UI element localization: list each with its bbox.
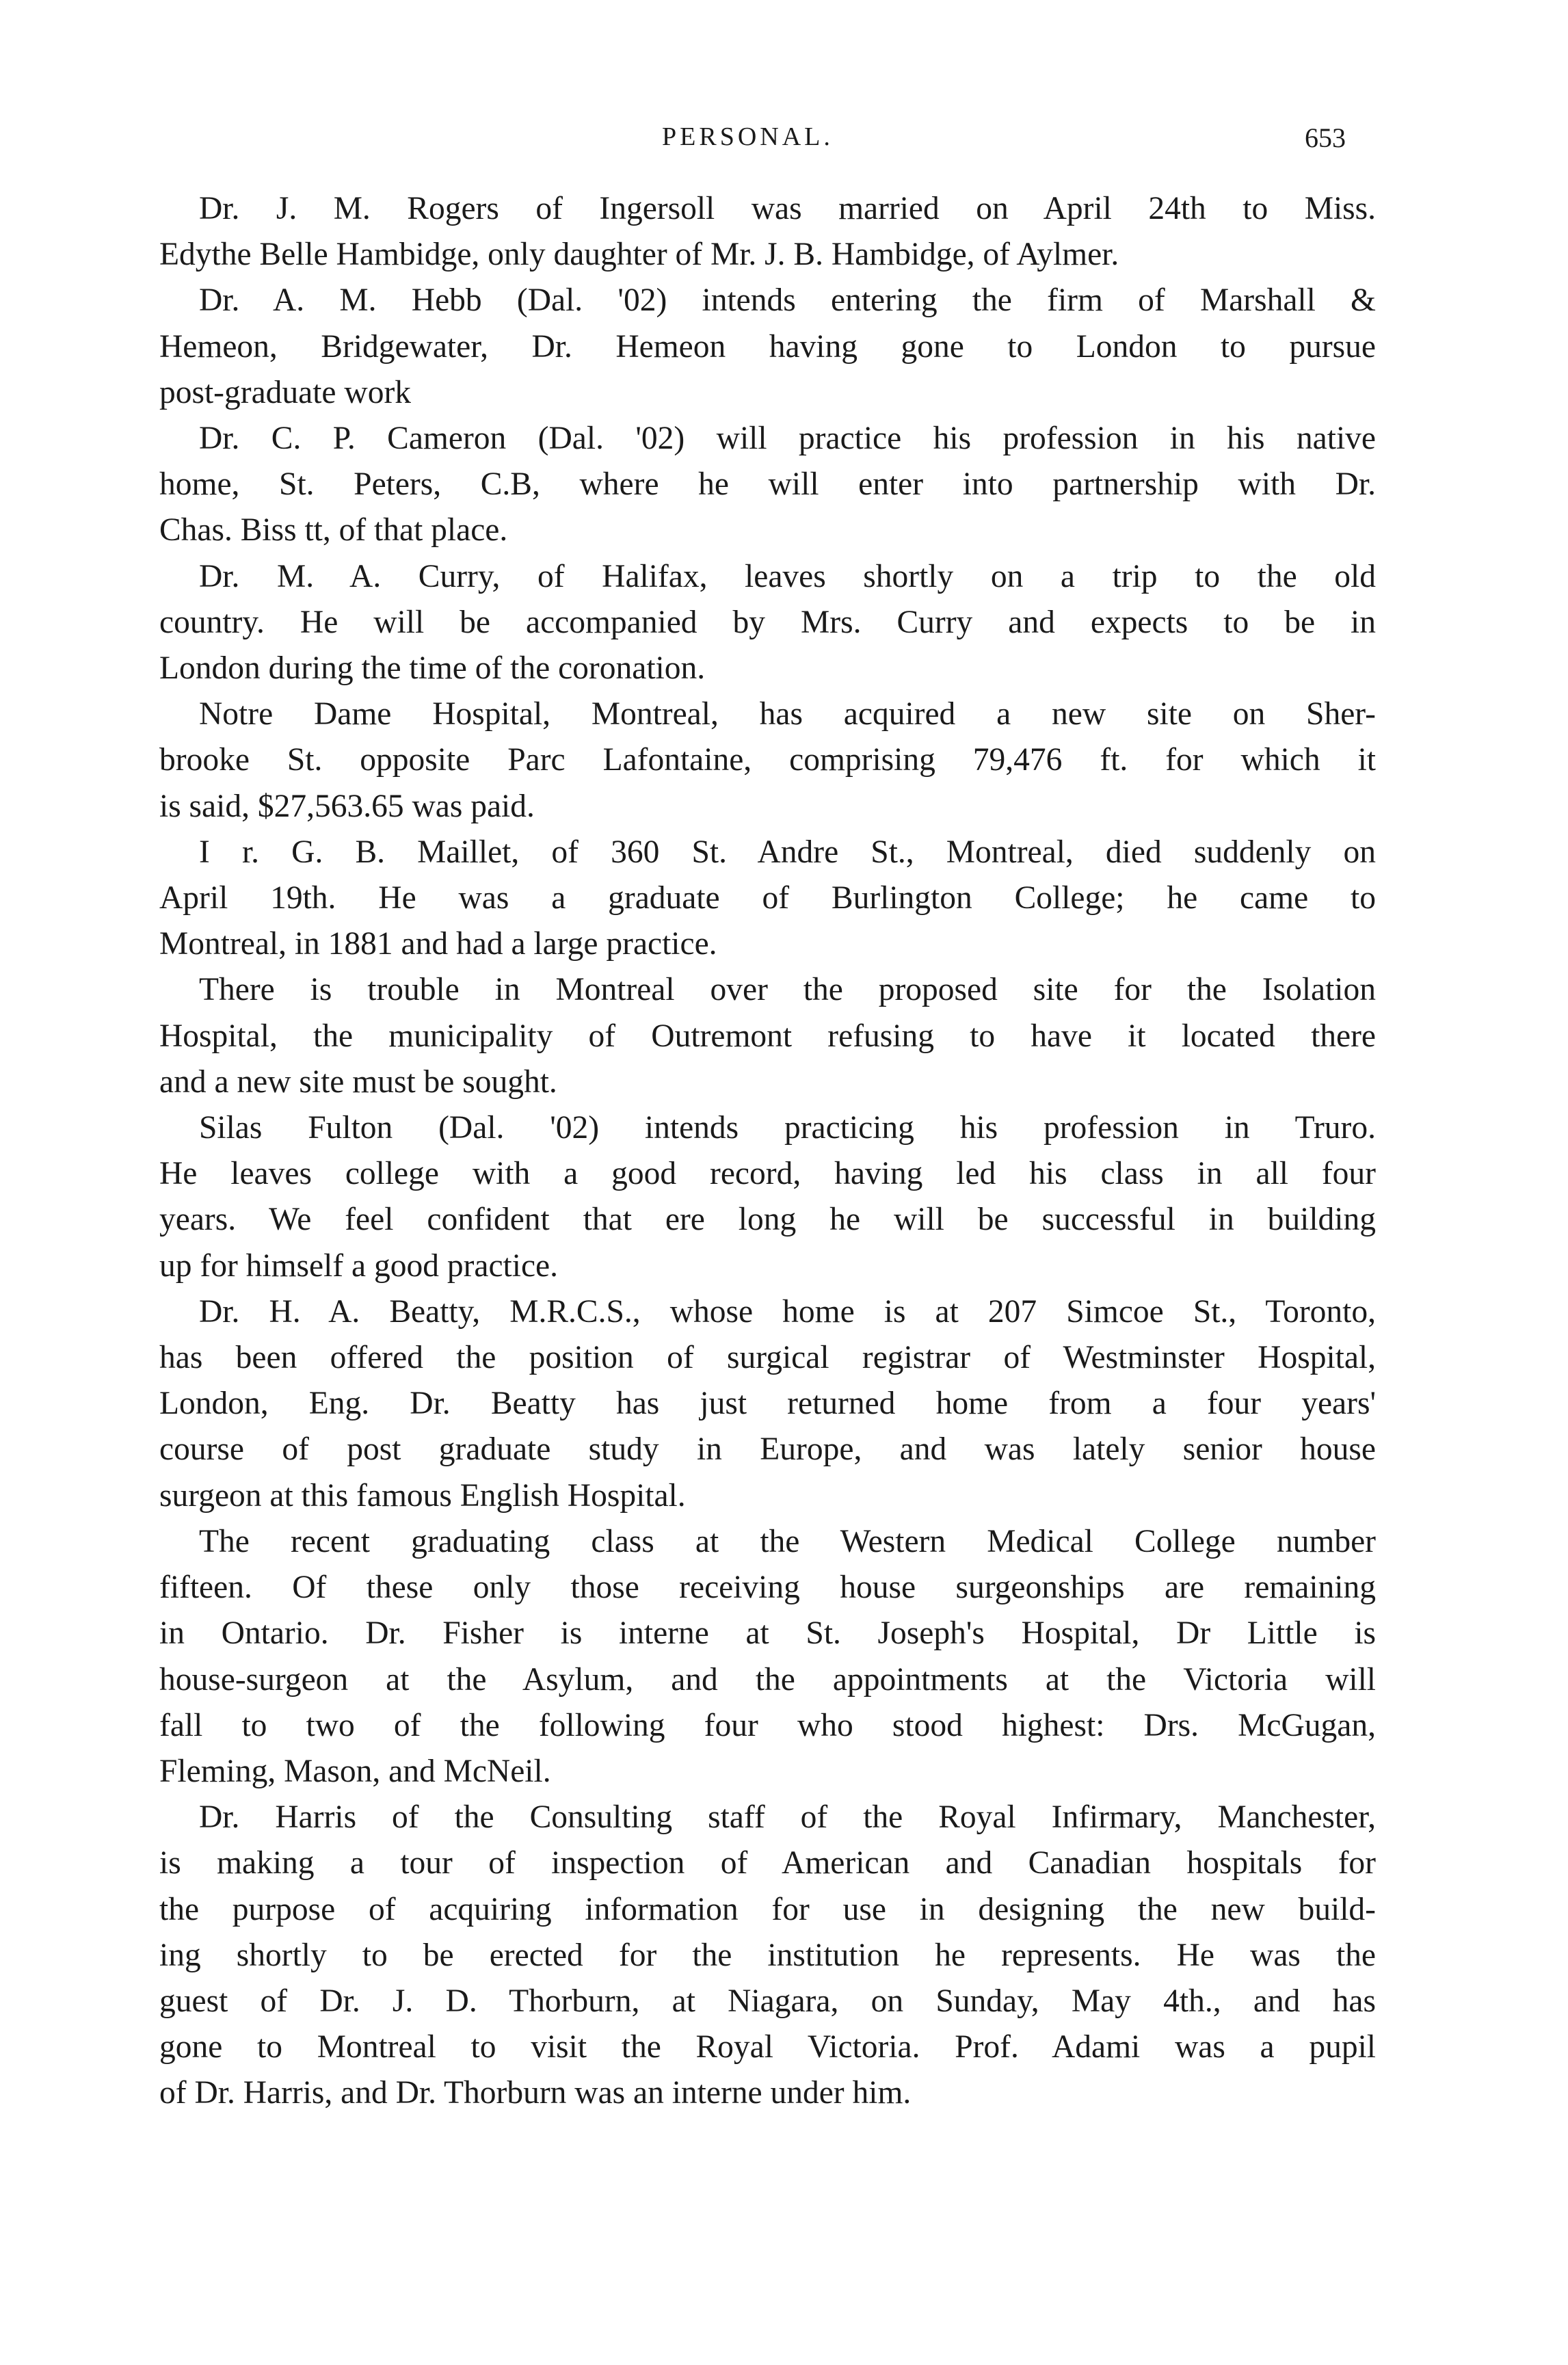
- paragraph-hebb: [159, 278, 1376, 416]
- paragraph-cameron: [159, 416, 1376, 554]
- paragraph-rogers: [159, 186, 1376, 278]
- text-line: April 19th. He was a graduate of Burlington College; he came to: [159, 880, 1376, 916]
- paragraph-beatty: [159, 1289, 1376, 1519]
- paragraph-harris: [159, 1795, 1376, 2116]
- text-line: ing shortly to be erected for the institution he represents. He was the: [159, 1937, 1376, 1973]
- text-line: in Ontario. Dr. Fisher is interne at St. Joseph's Hospital, Dr Little is: [159, 1615, 1376, 1652]
- paragraph-western-medical: [159, 1519, 1376, 1795]
- paragraph-notre-dame: [159, 691, 1376, 830]
- text-line: the purpose of acquiring information for use in designing the new build-: [159, 1891, 1376, 1927]
- text-line: Montreal, in 1881 and had a large practice.: [159, 926, 717, 962]
- text-line: Dr. Harris of the Consulting staff of the Royal Infirmary, Manchester,: [199, 1799, 1376, 1836]
- text-line: He leaves college with a good record, having led his class in all four: [159, 1156, 1376, 1192]
- text-line: Dr. M. A. Curry, of Halifax, leaves shortly on a trip to the old: [199, 558, 1376, 594]
- text-line: and a new site must be sought.: [159, 1063, 557, 1100]
- text-line: Dr. A. M. Hebb (Dal. '02) intends entering the firm of Marshall &: [199, 282, 1376, 319]
- text-line: post-graduate work: [159, 374, 412, 410]
- page-number: 653: [1305, 122, 1346, 153]
- paragraph-isolation-hospital: [159, 967, 1376, 1105]
- text-line: Notre Dame Hospital, Montreal, has acquired a new site on Sher-: [199, 696, 1376, 732]
- text-line: country. He will be accompanied by Mrs. Curry and expects to be in: [159, 604, 1376, 640]
- text-line: gone to Montreal to visit the Royal Victoria. Prof. Adami was a pupil: [159, 2029, 1376, 2065]
- text-line: Dr. J. M. Rogers of Ingersoll was married on April 24th to Miss.: [199, 191, 1376, 226]
- text-line: Edythe Belle Hambidge, only daughter of Mr. J. B. Hambidge, of Aylmer.: [159, 237, 1119, 273]
- text-line: guest of Dr. J. D. Thorburn, at Niagara, on Sunday, May 4th., and has: [159, 1983, 1376, 2019]
- text-line: house-surgeon at the Asylum, and the appointments at the Victoria will: [159, 1661, 1376, 1697]
- paragraph-maillet: [159, 830, 1376, 968]
- text-line: The recent graduating class at the Western Medical College number: [199, 1523, 1376, 1559]
- text-line: surgeon at this famous English Hospital.: [159, 1477, 686, 1514]
- text-line: Silas Fulton (Dal. '02) intends practicing his profession in Truro.: [199, 1110, 1376, 1146]
- text-line: Dr. H. A. Beatty, M.R.C.S., whose home is at 207 Simcoe St., Toronto,: [199, 1293, 1376, 1330]
- text-line: fall to two of the following four who stood highest: Drs. McGugan,: [159, 1707, 1376, 1743]
- text-line: brooke St. opposite Parc Lafontaine, comprising 79,476 ft. for which it: [159, 742, 1376, 778]
- text-line: Dr. C. P. Cameron (Dal. '02) will practice his profession in his native: [199, 421, 1376, 457]
- text-line: is making a tour of inspection of American and Canadian hospitals for: [159, 1845, 1376, 1881]
- text-line: is said, $27,563.65 was paid.: [159, 788, 535, 824]
- text-line: years. We feel confident that ere long he will be successful in building: [159, 1202, 1376, 1238]
- text-line: home, St. Peters, C.B, where he will enter into partnership with Dr.: [159, 466, 1376, 503]
- running-title: PERSONAL.: [662, 122, 834, 151]
- text-line: Hospital, the municipality of Outremont refusing to have it located there: [159, 1018, 1376, 1054]
- article-body: [159, 186, 1376, 2117]
- paragraph-curry: [159, 554, 1376, 692]
- text-line: Fleming, Mason, and McNeil.: [159, 1753, 551, 1789]
- text-line: up for himself a good practice.: [159, 1247, 558, 1284]
- paragraph-fulton: [159, 1105, 1376, 1289]
- text-line: There is trouble in Montreal over the proposed site for the Isolation: [199, 972, 1376, 1008]
- text-line: London, Eng. Dr. Beatty has just returned home from a four years': [159, 1386, 1376, 1422]
- text-line: of Dr. Harris, and Dr. Thorburn was an interne under him.: [159, 2075, 912, 2111]
- text-line: has been offered the position of surgical registrar of Westminster Hospital,: [159, 1340, 1376, 1376]
- text-line: course of post graduate study in Europe, and was lately senior house: [159, 1431, 1376, 1468]
- text-line: I r. G. B. Maillet, of 360 St. Andre St., Montreal, died suddenly on: [199, 834, 1376, 870]
- text-line: Chas. Biss tt, of that place.: [159, 512, 508, 549]
- running-head: [0, 122, 1568, 163]
- text-line: London during the time of the coronation.: [159, 650, 706, 687]
- text-line: Hemeon, Bridgewater, Dr. Hemeon having gone to London to pursue: [159, 328, 1376, 365]
- text-line: fifteen. Of these only those receiving house surgeonships are remaining: [159, 1570, 1376, 1606]
